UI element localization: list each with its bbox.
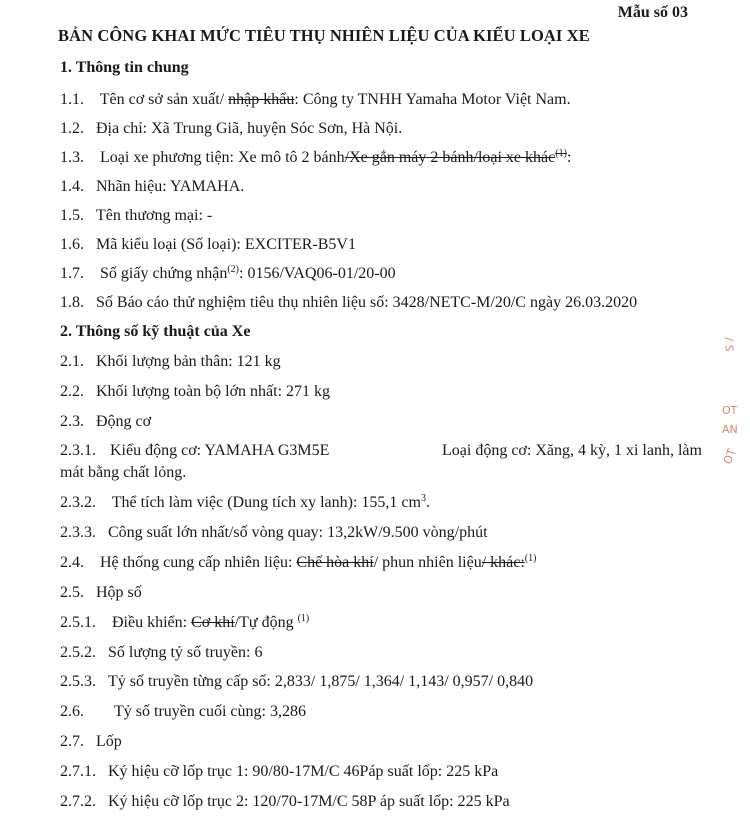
margin-stamp-mark: / S xyxy=(722,337,736,352)
row-2-4: 2.4. Hệ thống cung cấp nhiên liệu: Chế hòa khí/ phun nhiên liệu/ khác:$^{(1)}$ xyxy=(60,553,537,571)
row-1-8: 1.8. Số Báo cáo thử nghiệm tiêu thụ nhiên liệu số: 3428/NETC-M/20/C ngày 26.03.2020 xyxy=(60,294,638,311)
row-2-7-2: 2.7.2. Ký hiệu cỡ lốp trục 2: 120/70-17M/C 58P áp suất lốp: 225 kPa xyxy=(60,793,510,810)
row-2-2: 2.2. Khối lượng toàn bộ lớn nhất: 271 kg xyxy=(60,383,331,400)
row-1-4: 1.4. Nhãn hiệu: YAMAHA. xyxy=(60,178,245,195)
row-2-7: 2.7. Lốp xyxy=(60,733,122,750)
margin-stamp-mark: OT xyxy=(720,447,739,466)
document-title: BẢN CÔNG KHAI MỨC TIÊU THỤ NHIÊN LIỆU CỦA KIỂU LOẠI XE xyxy=(58,26,590,45)
row-2-3-1: 2.3.1. Kiểu động cơ: YAMAHA G3M5E Loại động cơ: Xăng, 4 kỳ, 1 xi lanh, làm xyxy=(60,442,702,459)
row-2-3-2: 2.3.2. Thể tích làm việc (Dung tích xy lanh): 155,1 $cm^3$. xyxy=(60,493,430,511)
row-2-5: 2.5. Hộp số xyxy=(60,584,142,601)
row-2-3-1-cont: mát bằng chất lỏng. xyxy=(60,464,187,481)
section-1-heading: 1. Thông tin chung xyxy=(60,59,189,76)
row-2-5-3: 2.5.3. Tỷ số truyền từng cấp số: 2,833/ 1,875/ 1,364/ 1,143/ 0,957/ 0,840 xyxy=(60,673,534,690)
row-1-3: 1.3. Loại xe phương tiện: Xe mô tô 2 bánh/Xe gắn máy 2 bánh/loại xe khác$^{(1)}$: xyxy=(60,148,572,166)
row-2-5-1: 2.5.1. Điều khiển: Cơ khí/Tự động $^{(1)}$ xyxy=(60,613,310,631)
row-1-2: 1.2. Địa chỉ: Xã Trung Giã, huyện Sóc Sơn, Hà Nội. xyxy=(60,120,403,137)
margin-stamp-mark: AN xyxy=(722,423,738,436)
row-1-6: 1.6. Mã kiểu loại (Số loại): EXCITER-B5V1 xyxy=(60,236,356,253)
form-number: Mẫu số 03 xyxy=(617,4,688,21)
row-1-5: 1.5. Tên thương mại: - xyxy=(60,207,213,224)
row-2-1: 2.1. Khối lượng bản thân: 121 kg xyxy=(60,353,281,370)
row-1-7: 1.7. Số giấy chứng nhận$^{(2)}$: 0156/VAQ06-01/20-00 xyxy=(60,264,396,282)
row-1-1: 1.1. Tên cơ sở sản xuất/ nhập khẩu: Công ty TNHH Yamaha Motor Việt Nam. xyxy=(60,91,571,108)
section-2-heading: 2. Thông số kỹ thuật của Xe xyxy=(60,323,251,340)
margin-stamp-mark: OT xyxy=(722,404,738,417)
row-2-3-3: 2.3.3. Công suất lớn nhất/số vòng quay: 13,2kW/9.500 vòng/phút xyxy=(60,524,488,541)
row-2-6: 2.6. Tỷ số truyền cuối cùng: 3,286 xyxy=(60,703,306,720)
row-2-7-1: 2.7.1. Ký hiệu cỡ lốp trục 1: 90/80-17M/C 46Páp suất lốp: 225 kPa xyxy=(60,763,499,780)
row-2-3: 2.3. Động cơ xyxy=(60,413,152,430)
row-2-5-2: 2.5.2. Số lượng tỷ số truyền: 6 xyxy=(60,644,263,661)
